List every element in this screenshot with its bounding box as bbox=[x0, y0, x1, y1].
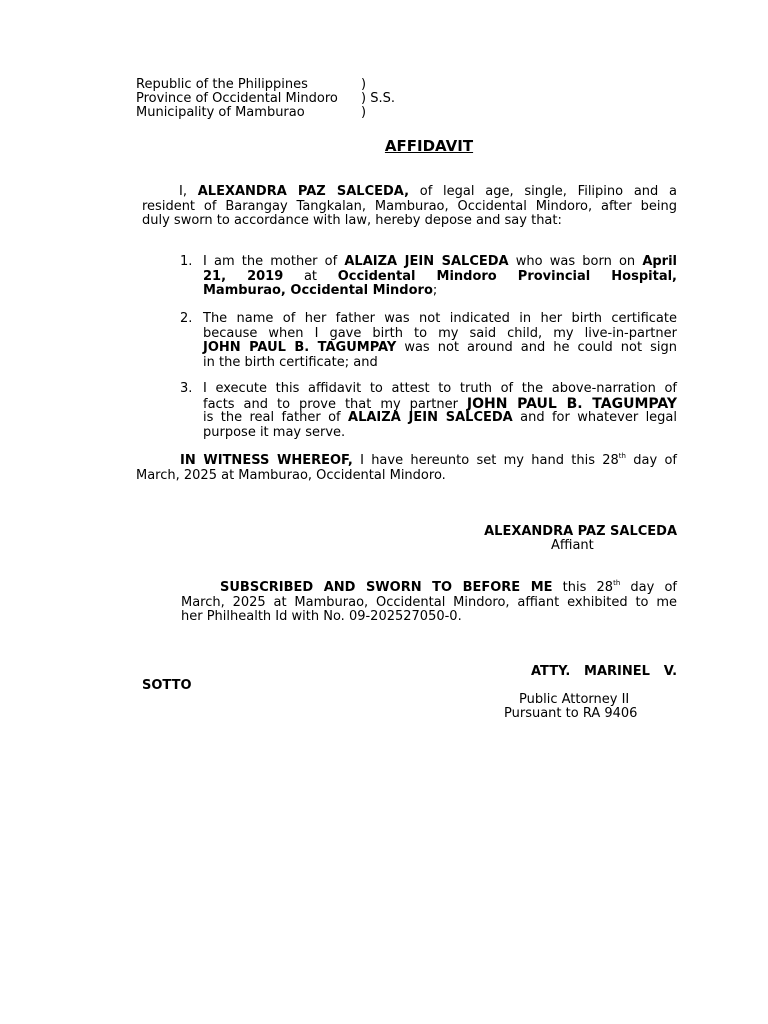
list-item bbox=[203, 312, 677, 370]
affiant-signature-name: ALEXANDRA PAZ SALCEDA bbox=[484, 524, 677, 539]
item-line: facts and to prove that my partner JOHN PAUL B. TAGUMPAY bbox=[203, 395, 677, 412]
notary-name: ATTY. MARINEL V. bbox=[531, 664, 678, 679]
item-line: in the birth certificate; and bbox=[203, 354, 378, 370]
item-line: 21, 2019 at Occidental Mindoro Provincial Hospital, bbox=[203, 268, 677, 284]
venue-country: Republic of the Philippines bbox=[136, 77, 308, 92]
venue-block bbox=[136, 77, 395, 121]
witness-heading: IN WITNESS WHEREOF, bbox=[180, 453, 353, 468]
jurat-line: SUBSCRIBED AND SWORN TO BEFORE ME this 28th day of bbox=[220, 579, 677, 595]
notary-surname: SOTTO bbox=[142, 678, 192, 693]
jurat-paragraph bbox=[181, 581, 677, 625]
venue-line bbox=[136, 91, 395, 107]
venue-line bbox=[136, 105, 367, 121]
list-item bbox=[203, 382, 677, 440]
venue-paren: ) bbox=[361, 77, 367, 92]
jurat-heading: SUBSCRIBED AND SWORN TO BEFORE ME bbox=[220, 580, 553, 595]
intro-line: I, ALEXANDRA PAZ SALCEDA, of legal age, single, Filipino and a bbox=[179, 184, 677, 199]
affiant-label: Affiant bbox=[551, 538, 594, 553]
jurat-line: her Philhealth Id with No. 09-202527050-0. bbox=[181, 609, 462, 624]
item-line: Mamburao, Occidental Mindoro; bbox=[203, 283, 438, 298]
venue-paren: ) bbox=[361, 105, 367, 121]
birth-place: Occidental Mindoro Provincial Hospital, bbox=[337, 268, 677, 284]
venue-province: Province of Occidental Mindoro bbox=[136, 91, 338, 107]
witness-line: IN WITNESS WHEREOF, I have hereunto set my hand this 28th day of bbox=[180, 452, 677, 468]
list-item bbox=[203, 255, 677, 299]
item-line: because when I gave birth to my said child, my live-in-partner bbox=[203, 325, 677, 341]
notary-title: Public Attorney II bbox=[519, 692, 630, 707]
venue-line bbox=[136, 77, 367, 92]
father-name: JOHN PAUL B. TAGUMPAY bbox=[203, 340, 397, 355]
child-name: ALAIZA JEIN SALCEDA bbox=[348, 410, 513, 425]
item-number: 3. bbox=[180, 381, 193, 396]
intro-paragraph bbox=[142, 185, 677, 229]
item-line: purpose it may serve. bbox=[203, 424, 346, 440]
item-line: The name of her father was not indicated in her birth certificate bbox=[203, 311, 677, 326]
intro-line: resident of Barangay Tangkalan, Mamburao, Occidental Mindoro, after being bbox=[142, 198, 677, 214]
item-line: JOHN PAUL B. TAGUMPAY was not around and he could not sign bbox=[203, 340, 677, 355]
father-name: JOHN PAUL B. TAGUMPAY bbox=[466, 395, 677, 412]
intro-line: duly sworn to accordance with law, hereby depose and say that: bbox=[142, 213, 562, 228]
witness-paragraph bbox=[136, 454, 677, 483]
notary-authority: Pursuant to RA 9406 bbox=[504, 706, 638, 721]
affiant-name-inline: ALEXANDRA PAZ SALCEDA, bbox=[197, 184, 410, 199]
item-line: I execute this affidavit to attest to truth of the above-narration of bbox=[203, 381, 677, 396]
jurat-line: March, 2025 at Mamburao, Occidental Mindoro, affiant exhibited to me bbox=[181, 594, 677, 610]
venue-paren-ss: ) S.S. bbox=[361, 91, 395, 107]
document-title: AFFIDAVIT bbox=[384, 137, 474, 155]
child-name: ALAIZA JEIN SALCEDA bbox=[344, 254, 509, 269]
item-number: 1. bbox=[180, 254, 193, 269]
item-number: 2. bbox=[180, 311, 193, 326]
item-line: is the real father of ALAIZA JEIN SALCEDA and for whatever legal bbox=[203, 410, 678, 425]
witness-line: March, 2025 at Mamburao, Occidental Mindoro. bbox=[136, 467, 446, 483]
venue-municipality: Municipality of Mamburao bbox=[136, 105, 305, 121]
item-line: I am the mother of ALAIZA JEIN SALCEDA who was born on April bbox=[203, 254, 678, 269]
